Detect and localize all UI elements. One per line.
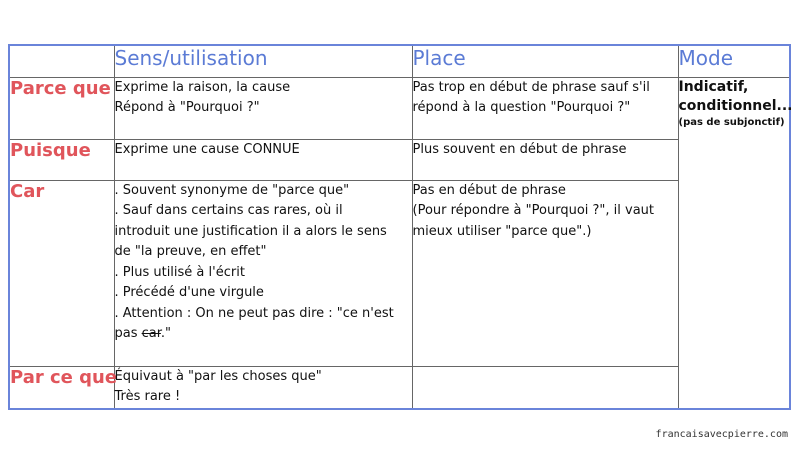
place-line: Pas en début de phrase (412, 182, 566, 198)
place-cell-empty (412, 366, 678, 409)
place-cell (412, 180, 678, 366)
grammar-table (8, 44, 791, 410)
struck-word: car (141, 326, 161, 341)
sens-cell (114, 139, 412, 180)
mode-line: conditionnel... (678, 97, 793, 114)
word-car: Car (9, 180, 114, 366)
place-line: Plus souvent en début de phrase (412, 141, 627, 157)
word-parce-que: Parce que (9, 77, 114, 139)
place-line: Pas trop en début de phrase sauf s'il (412, 79, 650, 95)
header-place: Place (412, 45, 678, 77)
sens-line: . Plus utilisé à l'écrit (114, 264, 245, 280)
sens-last-suffix: ." (160, 326, 172, 341)
sens-cell (114, 180, 412, 366)
place-cell (412, 139, 678, 180)
place-line: mieux utiliser "parce que".) (412, 223, 592, 239)
word-par-ce-que: Par ce que (9, 366, 114, 409)
sens-line: Équivaut à "par les choses que" (114, 368, 322, 384)
sens-line-last (115, 324, 412, 345)
sens-line: . Sauf dans certains cas rares, où il (114, 203, 343, 218)
sens-line: Très rare ! (114, 389, 181, 404)
word-puisque: Puisque (9, 139, 114, 180)
place-cell (412, 77, 678, 139)
site-credit: francaisavecpierre.com (655, 429, 788, 440)
sens-cell (114, 366, 412, 409)
sens-line: . Attention : On ne peut pas dire : "ce n'est (114, 305, 394, 321)
header-corner (9, 45, 114, 77)
table-row (9, 180, 790, 366)
sens-cell (114, 77, 412, 139)
place-line: répond à la question "Pourquoi ?" (412, 100, 631, 115)
table-row (9, 77, 790, 139)
sens-line: Exprime la raison, la cause (114, 79, 291, 95)
sens-line: Exprime une cause CONNUE (114, 141, 300, 157)
sens-line: . Précédé d'une virgule (114, 285, 264, 300)
sens-last-prefix: pas (114, 326, 142, 341)
mode-cell (678, 77, 793, 409)
table-row (9, 139, 790, 180)
place-line: (Pour répondre à "Pourquoi ?", il vaut (412, 203, 655, 218)
header-row (9, 45, 790, 77)
sens-line: . Souvent synonyme de "parce que" (114, 182, 350, 198)
header-sens: Sens/utilisation (114, 45, 412, 77)
mode-line: Indicatif, (678, 78, 749, 95)
table-row (9, 366, 790, 409)
sens-line: de "la preuve, en effet" (114, 244, 267, 259)
sens-line: Répond à "Pourquoi ?" (114, 100, 260, 115)
mode-note: (pas de subjonctif) (678, 116, 785, 128)
header-mode: Mode (678, 45, 790, 77)
sens-line: introduit une justification il a alors le sens (114, 223, 387, 239)
